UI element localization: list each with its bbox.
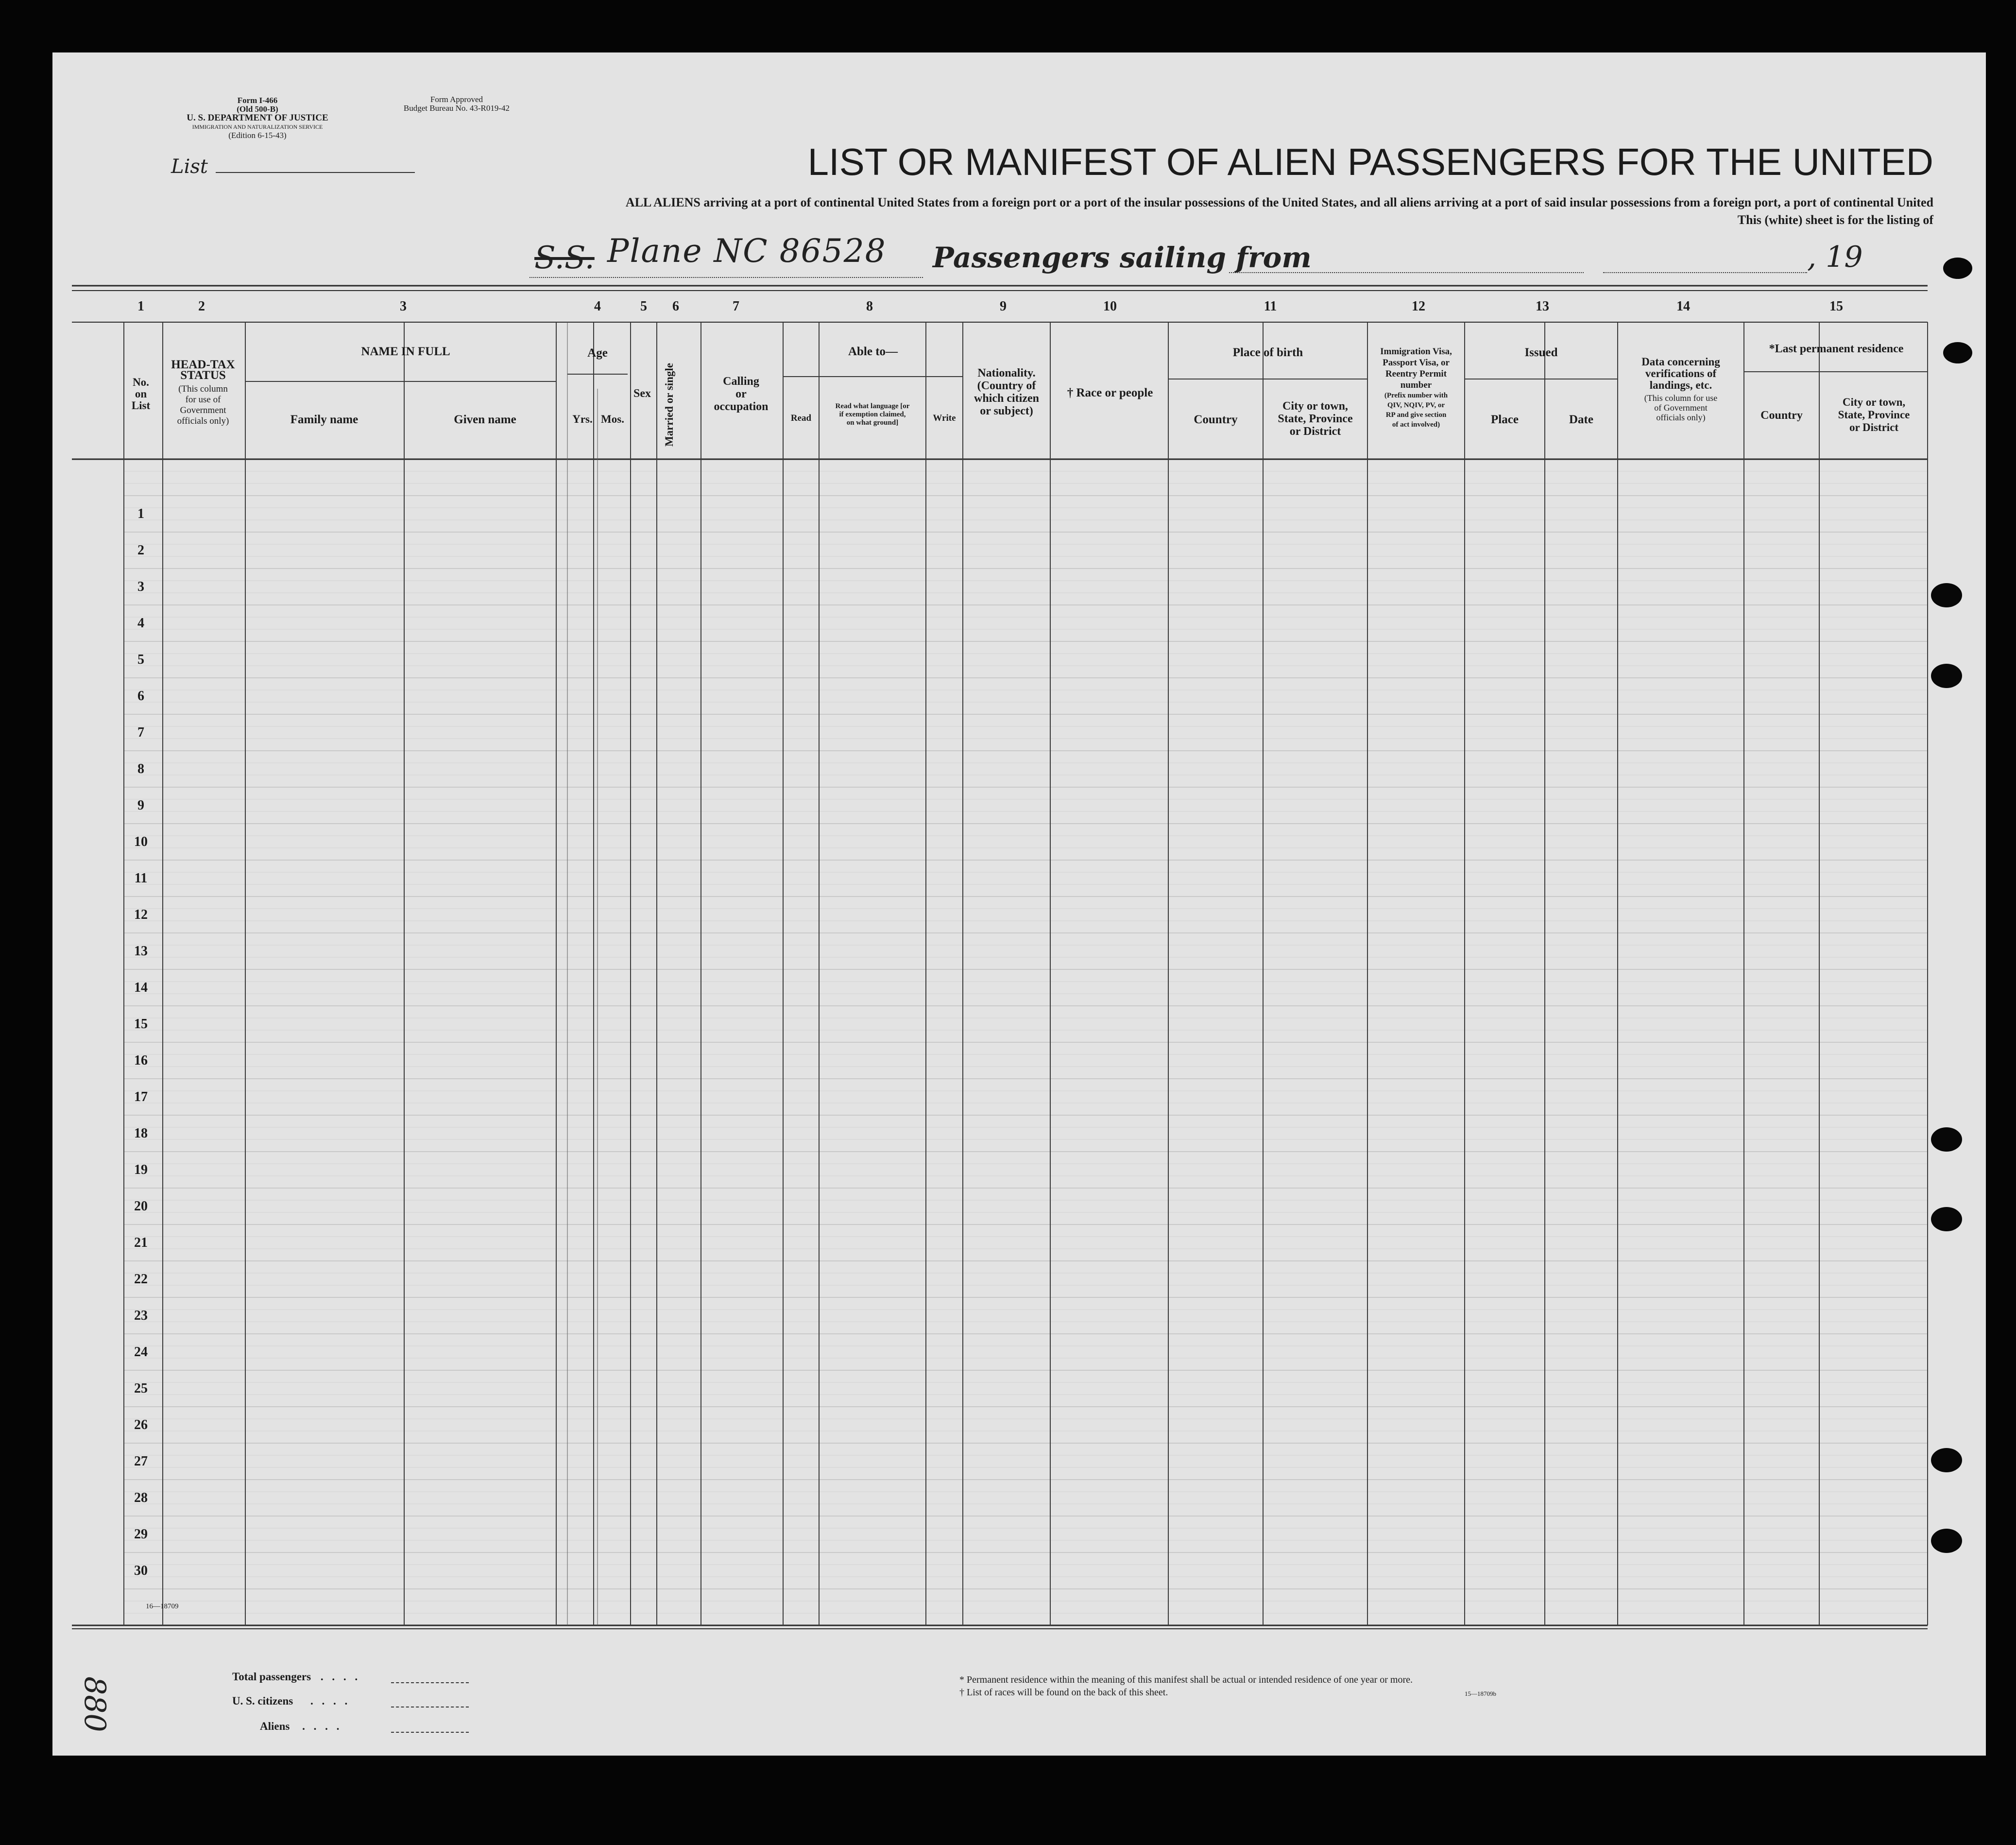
- birth-city-label-2: State, Province: [1278, 413, 1353, 425]
- row-number: 16: [134, 1053, 148, 1068]
- race-header: † Race or people: [1067, 386, 1153, 399]
- row-number: 14: [134, 980, 148, 995]
- verification-header: [1618, 356, 1744, 422]
- department-name: U. S. DEPARTMENT OF JUSTICE: [187, 113, 328, 123]
- residence-city-label-3: or District: [1849, 421, 1899, 433]
- print-code-left: 16—18709: [146, 1603, 179, 1610]
- aliens-line: [391, 1732, 469, 1733]
- row-number: 12: [134, 907, 148, 922]
- year-label: , 19: [1807, 240, 1863, 274]
- visa-note-2: QIV, NQIV, PV, or: [1387, 401, 1445, 409]
- punch-hole: [1931, 1207, 1962, 1231]
- col-number-8: 8: [866, 299, 873, 314]
- visa-note-1: (Prefix number with: [1384, 392, 1448, 399]
- residence-country-header: Country: [1760, 409, 1803, 422]
- punch-hole: [1943, 342, 1972, 363]
- col-1-label-2: on: [135, 388, 147, 400]
- marital-status-header: Married or single: [663, 362, 675, 447]
- total-passengers-row: [232, 1671, 360, 1683]
- col-3-group-label: NAME IN FULL: [361, 345, 450, 358]
- visa-note-3: RP and give section: [1385, 411, 1447, 419]
- read-language-header: [819, 402, 926, 427]
- list-number-line: [216, 172, 415, 173]
- row-number: 5: [137, 652, 144, 667]
- row-number: 6: [137, 689, 144, 704]
- row-number: 7: [137, 725, 144, 740]
- col-number-4: 4: [594, 299, 601, 314]
- verification-label-3: landings, etc.: [1649, 379, 1712, 391]
- birth-city-header: [1263, 400, 1367, 438]
- col-2-note-3: Government: [180, 405, 226, 415]
- total-passengers-label: Total passengers: [232, 1671, 311, 1683]
- margin-handwritten-number: 880: [78, 1676, 112, 1732]
- row-number: 3: [137, 579, 144, 594]
- aliens-row: [260, 1720, 342, 1733]
- nationality-label-4: or subject): [980, 405, 1033, 417]
- col-7-label-3: occupation: [714, 400, 769, 413]
- issued-place-header: Place: [1491, 413, 1519, 426]
- issued-header: Issued: [1524, 346, 1558, 359]
- col-2-label-2: STATUS: [180, 369, 226, 382]
- punch-hole: [1931, 1127, 1962, 1152]
- nationality-label-1: Nationality.: [977, 367, 1036, 379]
- col-number-5: 5: [640, 299, 647, 314]
- read-language-label-2: if exemption claimed,: [839, 411, 906, 418]
- subtitle-line-2: This (white) sheet is for the listing of: [1737, 213, 1933, 227]
- budget-bureau-number: Budget Bureau No. 43-R019-42: [403, 103, 510, 113]
- form-edition: (Edition 6-15-43): [228, 131, 287, 140]
- col-number-12: 12: [1412, 299, 1425, 314]
- col-number-2: 2: [198, 299, 205, 314]
- place-of-birth-header: Place of birth: [1232, 346, 1303, 359]
- row-number: 20: [134, 1199, 148, 1214]
- col-7-label-1: Calling: [723, 375, 759, 388]
- row-number: 11: [134, 871, 148, 886]
- residence-city-label-1: City or town,: [1842, 396, 1906, 408]
- aliens-label: Aliens: [260, 1720, 290, 1732]
- form-identification: [146, 96, 369, 140]
- us-citizens-label: U. S. citizens: [232, 1695, 293, 1707]
- row-number: 27: [134, 1454, 148, 1469]
- form-approved: Form Approved: [430, 95, 483, 104]
- nationality-label-3: which citizen: [974, 392, 1039, 405]
- col-2-header: [164, 360, 242, 427]
- row-number: 22: [134, 1272, 148, 1287]
- row-number: 21: [134, 1235, 148, 1250]
- verification-label-1: Data concerning: [1641, 356, 1720, 368]
- age-header: Age: [587, 346, 608, 360]
- col-number-11: 11: [1264, 299, 1277, 314]
- total-passengers-dots: . . . .: [320, 1671, 361, 1683]
- col-2-note-1: (This column: [178, 384, 228, 394]
- col-number-15: 15: [1829, 299, 1843, 314]
- row-number: 10: [134, 834, 148, 849]
- old-form-number: (Old 500-B): [237, 104, 278, 114]
- verification-label-2: verifications of: [1645, 367, 1717, 379]
- vessel-name: Plane NC 86528: [607, 232, 887, 270]
- col-number-13: 13: [1536, 299, 1549, 314]
- row-number: 1: [137, 506, 144, 521]
- visa-note-4: of act involved): [1392, 421, 1440, 429]
- col-number-10: 10: [1103, 299, 1117, 314]
- age-years-header: Yrs.: [572, 413, 593, 425]
- visa-label-3: Reentry Permit: [1385, 369, 1447, 379]
- residence-city-header: [1819, 396, 1929, 434]
- issued-date-header: Date: [1569, 413, 1593, 426]
- punch-hole: [1943, 258, 1972, 279]
- sailing-date-line: [1603, 272, 1807, 273]
- us-citizens-row: [232, 1695, 350, 1707]
- read-language-label-1: Read what language [or: [835, 402, 910, 410]
- col-number-7: 7: [733, 299, 739, 314]
- col-number-9: 9: [1000, 299, 1007, 314]
- verification-note-3: officials only): [1656, 413, 1706, 422]
- visa-label-4: number: [1400, 380, 1432, 390]
- birth-city-label-3: or District: [1289, 425, 1341, 438]
- col-2-label-1: HEAD-TAX: [171, 358, 235, 371]
- form-number: Form I-466: [237, 96, 278, 105]
- col-number-6: 6: [672, 299, 679, 314]
- row-number: 19: [134, 1162, 148, 1177]
- row-number: 13: [134, 944, 148, 959]
- birth-country-header: Country: [1194, 413, 1238, 426]
- service-name: IMMIGRATION AND NATURALIZATION SERVICE: [192, 123, 323, 130]
- row-number: 26: [134, 1417, 148, 1432]
- sailing-from-line: [1229, 272, 1584, 273]
- row-number: 29: [134, 1527, 148, 1542]
- row-number: 24: [134, 1345, 148, 1360]
- row-number: 8: [137, 761, 144, 776]
- punch-hole: [1931, 1529, 1962, 1553]
- vessel-prefix: S.S.: [534, 240, 595, 276]
- col-1-label-3: List: [131, 399, 151, 412]
- col-number-1: 1: [137, 299, 144, 314]
- row-number: 17: [134, 1089, 148, 1104]
- row-number: 25: [134, 1381, 148, 1396]
- given-name-header: Given name: [454, 413, 516, 426]
- row-number: 30: [134, 1563, 148, 1578]
- last-residence-header: *Last permanent residence: [1769, 343, 1904, 355]
- footnote-permanent-residence: * Permanent residence within the meaning of this manifest shall be actual or intended residence of one year or more.: [959, 1674, 1413, 1685]
- visa-header: [1367, 346, 1465, 430]
- visa-label-2: Passport Visa, or: [1383, 358, 1450, 368]
- punch-hole: [1931, 1448, 1962, 1472]
- row-number: 23: [134, 1308, 148, 1323]
- verification-note-2: of Government: [1654, 403, 1708, 413]
- age-months-header: Mos.: [601, 413, 624, 425]
- vessel-line: [530, 277, 923, 278]
- able-to-header: Able to—: [848, 345, 898, 358]
- col-2-note-2: for use of: [185, 395, 221, 405]
- family-name-header: Family name: [290, 413, 359, 426]
- row-number: 18: [134, 1126, 148, 1141]
- col-7-header: [701, 375, 781, 413]
- us-citizens-dots: . . . .: [310, 1695, 351, 1707]
- col-number-3: 3: [400, 299, 407, 314]
- print-code-right: 15—18709b: [1465, 1690, 1496, 1697]
- visa-label-1: Immigration Visa,: [1380, 346, 1452, 357]
- sex-header: Sex: [633, 387, 651, 400]
- row-number: 28: [134, 1490, 148, 1505]
- birth-city-label-1: City or town,: [1282, 400, 1348, 413]
- punch-hole: [1931, 583, 1962, 607]
- col-7-label-2: or: [735, 388, 747, 400]
- residence-city-label-2: State, Province: [1838, 409, 1910, 421]
- list-label: List: [171, 155, 208, 178]
- sailing-from-label: Passengers sailing from: [933, 241, 1312, 274]
- col-1-header: [124, 377, 158, 412]
- aliens-dots: . . . .: [302, 1720, 342, 1732]
- row-number: 4: [137, 616, 144, 631]
- row-number: 9: [137, 798, 144, 813]
- approval-block: [374, 95, 539, 113]
- read-language-label-3: on what ground]: [846, 419, 899, 427]
- page-title: LIST OR MANIFEST OF ALIEN PASSENGERS FOR THE UNITED: [807, 140, 1933, 183]
- read-header: Read: [790, 413, 812, 423]
- nationality-header: [963, 367, 1050, 417]
- punch-hole: [1931, 664, 1962, 688]
- row-number: 15: [134, 1017, 148, 1032]
- verification-note-1: (This column for use: [1644, 393, 1718, 403]
- write-header: Write: [933, 413, 956, 423]
- subtitle-line-1: ALL ALIENS arriving at a port of continental United States from a foreign port or a port of the insular possessions of the United States, and all aliens arriving at a port of said insular possessions from a foreign port, a port of continental United: [625, 195, 1933, 209]
- nationality-label-2: (Country of: [977, 379, 1036, 392]
- col-number-14: 14: [1676, 299, 1690, 314]
- col-2-note-4: officials only): [177, 416, 229, 426]
- total-passengers-line: [391, 1682, 469, 1683]
- row-number: 2: [137, 543, 144, 558]
- footnote-races: † List of races will be found on the back of this sheet.: [959, 1687, 1168, 1698]
- col-1-label-1: No.: [133, 376, 149, 388]
